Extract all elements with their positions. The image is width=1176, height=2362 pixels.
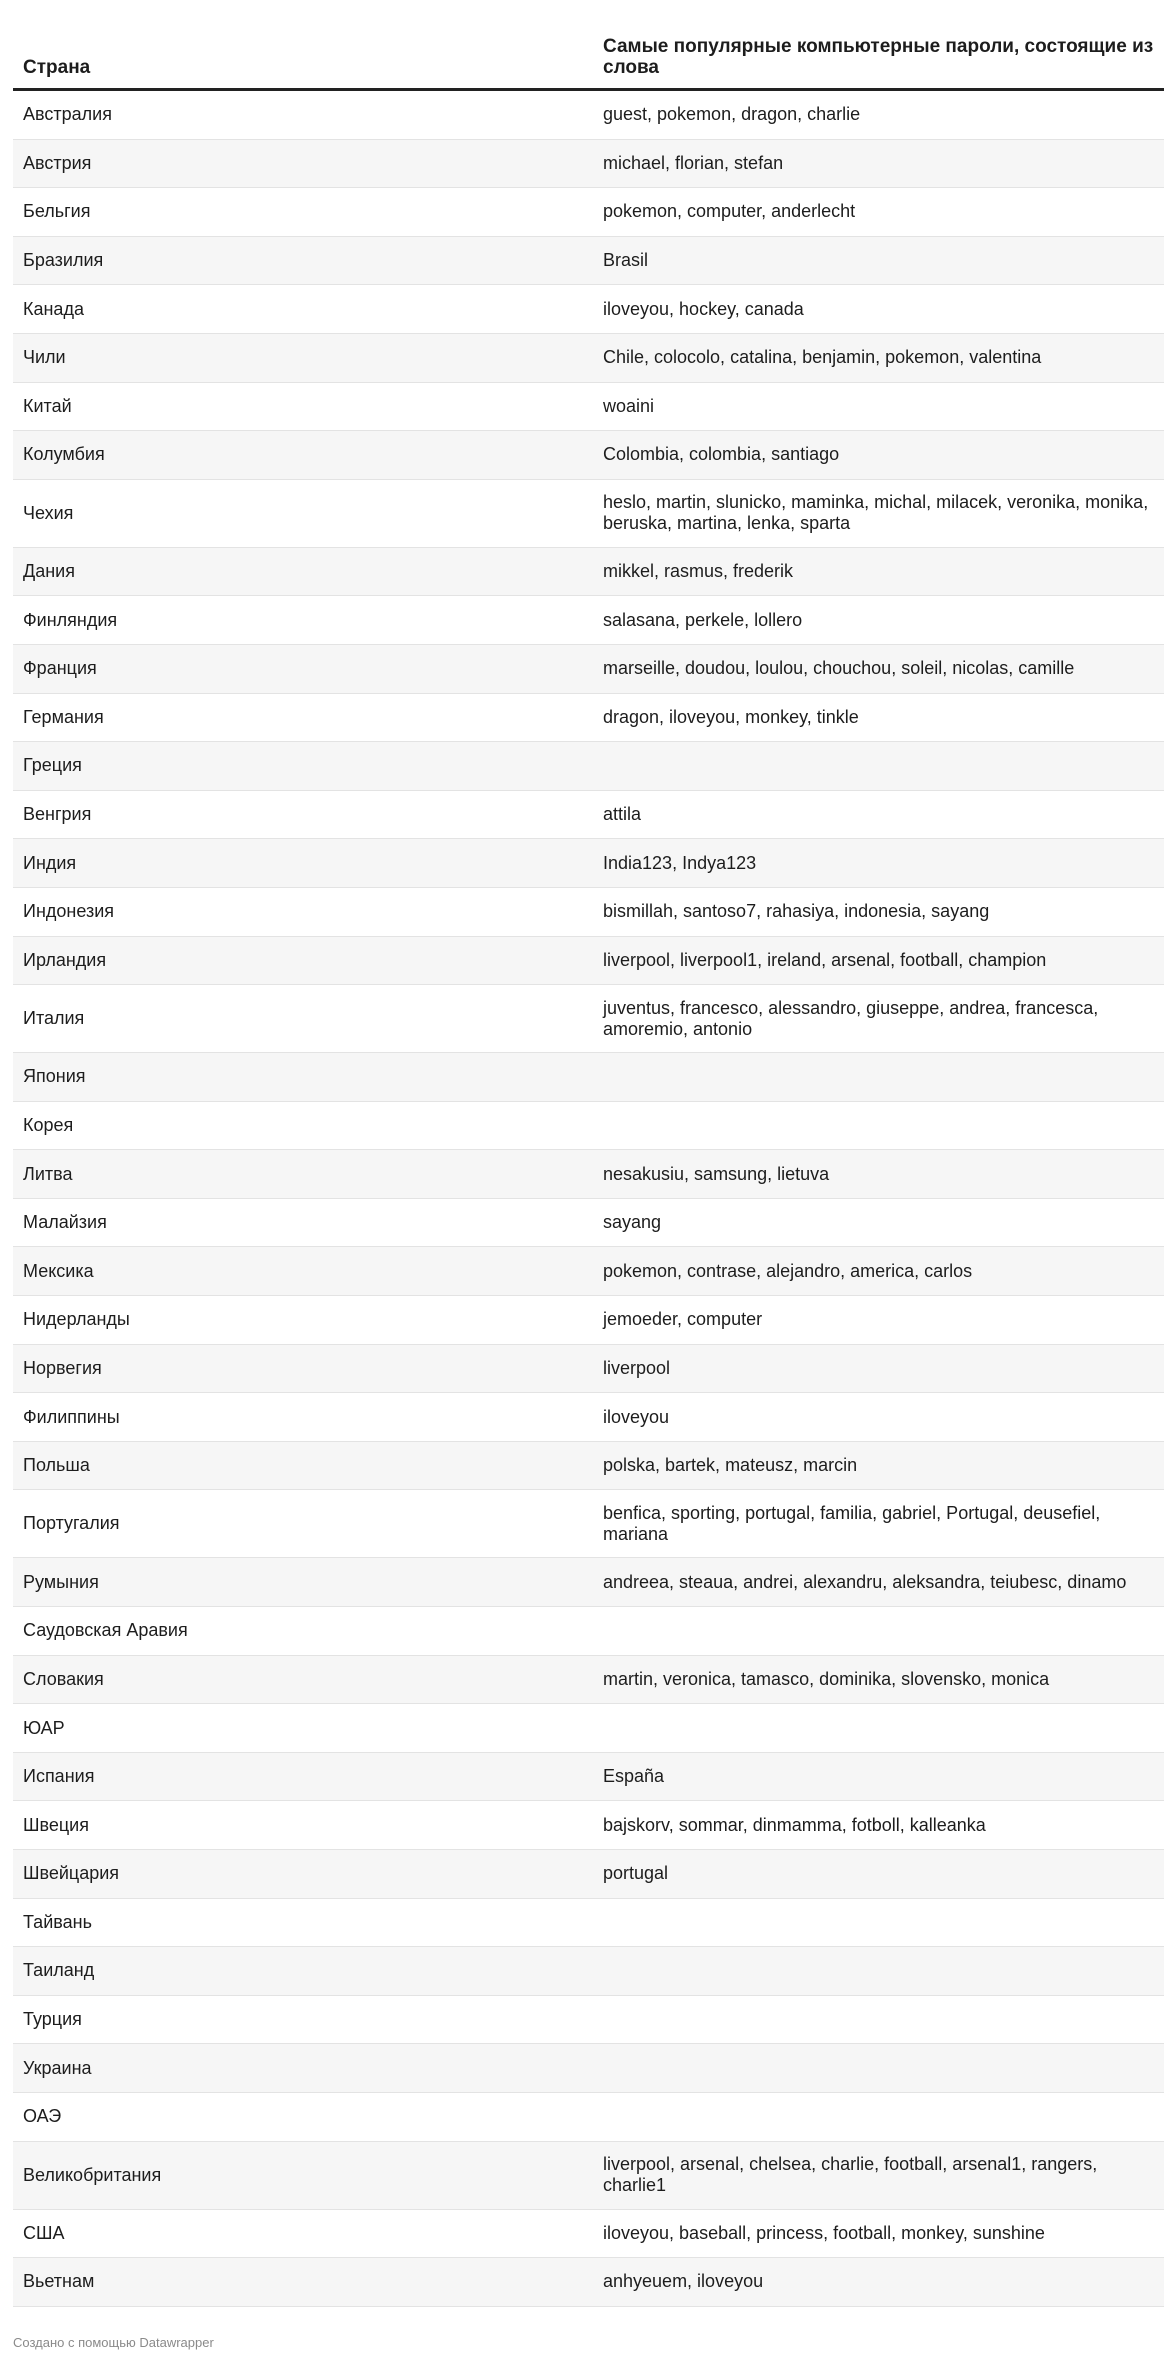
cell-country: Австрия xyxy=(23,152,92,173)
cell-passwords: India123, Indya123 xyxy=(603,852,757,873)
cell-country: Вьетнам xyxy=(23,2271,95,2292)
cell-passwords: Colombia, colombia, santiago xyxy=(603,444,840,465)
table-row xyxy=(13,694,1164,743)
table-row xyxy=(13,1801,1164,1850)
passwords-table xyxy=(13,0,1164,2307)
cell-passwords: España xyxy=(603,1766,665,1787)
table-row xyxy=(13,480,1164,548)
cell-passwords: liverpool, liverpool1, ireland, arsenal, football, champion xyxy=(603,949,1047,970)
cell-country: Индия xyxy=(23,852,77,873)
cell-passwords: martin, veronica, tamasco, dominika, slovensko, monica xyxy=(603,1668,1050,1689)
cell-passwords: salasana, perkele, lollero xyxy=(603,609,803,630)
table-row xyxy=(13,1607,1164,1656)
cell-country: Швейцария xyxy=(23,1863,120,1884)
table-row xyxy=(13,1947,1164,1996)
table-row xyxy=(13,1850,1164,1899)
cell-country: Бельгия xyxy=(23,201,91,222)
cell-passwords: marseille, doudou, loulou, chouchou, soleil, nicolas, camille xyxy=(603,658,1075,679)
cell-country: Турция xyxy=(23,2009,82,2030)
table-row xyxy=(13,1345,1164,1394)
cell-country: Колумбия xyxy=(23,444,105,465)
table-row xyxy=(13,2258,1164,2307)
cell-passwords: andreea, steaua, andrei, alexandru, aleksandra, teiubesc, dinamo xyxy=(603,1571,1127,1592)
cell-country: Норвегия xyxy=(23,1357,102,1378)
cell-country: ОАЭ xyxy=(23,2106,62,2127)
cell-country: Венгрия xyxy=(23,804,92,825)
table-row xyxy=(13,742,1164,791)
cell-passwords: portugal xyxy=(603,1863,669,1884)
table-row xyxy=(13,548,1164,597)
table-row xyxy=(13,791,1164,840)
table-row xyxy=(13,985,1164,1053)
table-row xyxy=(13,596,1164,645)
cell-country: Украина xyxy=(23,2057,92,2078)
table-row xyxy=(13,1753,1164,1802)
cell-passwords: attila xyxy=(603,804,642,825)
cell-passwords: liverpool xyxy=(603,1357,671,1378)
cell-country: Саудовская Аравия xyxy=(23,1620,188,1641)
cell-passwords: jemoeder, computer xyxy=(603,1309,763,1330)
footer-credit: Создано с помощью Datawrapper xyxy=(13,2335,214,2350)
cell-country: Франция xyxy=(23,658,97,679)
table-header xyxy=(13,0,1164,91)
cell-country: Швеция xyxy=(23,1814,89,1835)
cell-passwords: pokemon, computer, anderlecht xyxy=(603,201,856,222)
table-row xyxy=(13,1442,1164,1491)
cell-passwords: heslo, martin, slunicko, maminka, michal, milacek, veronika, monika, beruska, martina, lenka, sparta xyxy=(603,492,1149,534)
table-row xyxy=(13,285,1164,334)
table-row xyxy=(13,1490,1164,1558)
table-row xyxy=(13,937,1164,986)
table-row xyxy=(13,2142,1164,2210)
table-row xyxy=(13,1996,1164,2045)
cell-country: Филиппины xyxy=(23,1406,120,1427)
cell-country: Нидерланды xyxy=(23,1309,130,1330)
cell-passwords: juventus, francesco, alessandro, giuseppe, andrea, francesca, amoremio, antonio xyxy=(603,997,1099,1039)
cell-country: Германия xyxy=(23,706,104,727)
column-header-country[interactable]: Страна xyxy=(23,57,91,78)
cell-passwords: Chile, colocolo, catalina, benjamin, pokemon, valentina xyxy=(603,347,1042,368)
cell-passwords: iloveyou xyxy=(603,1406,670,1427)
cell-country: Ирландия xyxy=(23,949,107,970)
table-row xyxy=(13,1053,1164,1102)
table-row xyxy=(13,2093,1164,2142)
cell-country: ЮАР xyxy=(23,1717,65,1738)
cell-country: Чехия xyxy=(23,502,74,523)
cell-country: Мексика xyxy=(23,1260,94,1281)
cell-passwords: michael, florian, stefan xyxy=(603,152,784,173)
table-row xyxy=(13,839,1164,888)
table-row xyxy=(13,1393,1164,1442)
column-header-passwords[interactable]: Самые популярные компьютерные пароли, состоящие из слова xyxy=(603,36,1154,78)
cell-country: Польша xyxy=(23,1455,90,1476)
cell-passwords: sayang xyxy=(603,1212,662,1233)
table-body xyxy=(13,91,1164,2307)
cell-country: Финляндия xyxy=(23,609,118,630)
cell-passwords: iloveyou, baseball, princess, football, monkey, sunshine xyxy=(603,2222,1045,2243)
table-row xyxy=(13,1899,1164,1948)
cell-passwords: dragon, iloveyou, monkey, tinkle xyxy=(603,706,859,727)
cell-passwords: pokemon, contrase, alejandro, america, carlos xyxy=(603,1260,973,1281)
table-row xyxy=(13,188,1164,237)
table-row xyxy=(13,1150,1164,1199)
cell-country: Испания xyxy=(23,1766,95,1787)
cell-country: Япония xyxy=(23,1066,86,1087)
table-row xyxy=(13,1102,1164,1151)
cell-passwords: Brasil xyxy=(603,250,649,271)
cell-country: Дания xyxy=(23,561,75,582)
table-row xyxy=(13,1296,1164,1345)
table-row xyxy=(13,1247,1164,1296)
table-row xyxy=(13,2210,1164,2259)
cell-country: Великобритания xyxy=(23,2164,162,2185)
cell-country: Тайвань xyxy=(23,1911,92,1932)
cell-country: Литва xyxy=(23,1163,73,1184)
cell-country: Малайзия xyxy=(23,1212,107,1233)
cell-passwords: bajskorv, sommar, dinmamma, fotboll, kalleanka xyxy=(603,1814,986,1835)
table-row xyxy=(13,383,1164,432)
cell-passwords: liverpool, arsenal, chelsea, charlie, football, arsenal1, rangers, charlie1 xyxy=(603,2154,1098,2196)
cell-passwords: guest, pokemon, dragon, charlie xyxy=(603,104,861,125)
cell-passwords: benfica, sporting, portugal, familia, gabriel, Portugal, deusefiel, mariana xyxy=(603,1502,1101,1544)
table-row xyxy=(13,431,1164,480)
cell-passwords: anhyeuem, iloveyou xyxy=(603,2271,764,2292)
cell-country: Корея xyxy=(23,1114,74,1135)
cell-passwords: woaini xyxy=(603,395,655,416)
cell-country: Чили xyxy=(23,347,66,368)
table-row xyxy=(13,888,1164,937)
cell-country: Таиланд xyxy=(23,1960,95,1981)
cell-passwords: polska, bartek, mateusz, marcin xyxy=(603,1455,858,1476)
cell-country: США xyxy=(23,2222,65,2243)
cell-country: Греция xyxy=(23,755,82,776)
cell-passwords: iloveyou, hockey, canada xyxy=(603,298,804,319)
table-row xyxy=(13,91,1164,140)
table-row xyxy=(13,1199,1164,1248)
cell-country: Индонезия xyxy=(23,901,115,922)
cell-country: Словакия xyxy=(23,1668,104,1689)
table-row xyxy=(13,334,1164,383)
table-row xyxy=(13,237,1164,286)
table-row xyxy=(13,140,1164,189)
table-row xyxy=(13,1704,1164,1753)
table-row xyxy=(13,1656,1164,1705)
cell-country: Канада xyxy=(23,298,84,319)
cell-passwords: mikkel, rasmus, frederik xyxy=(603,561,794,582)
cell-country: Италия xyxy=(23,1008,85,1029)
cell-country: Румыния xyxy=(23,1571,99,1592)
table-row xyxy=(13,2044,1164,2093)
cell-passwords: bismillah, santoso7, rahasiya, indonesia, sayang xyxy=(603,901,990,922)
cell-country: Австралия xyxy=(23,104,112,125)
cell-passwords: nesakusiu, samsung, lietuva xyxy=(603,1163,830,1184)
cell-country: Португалия xyxy=(23,1513,120,1534)
table-row xyxy=(13,1558,1164,1607)
cell-country: Бразилия xyxy=(23,250,104,271)
cell-country: Китай xyxy=(23,395,72,416)
table-row xyxy=(13,645,1164,694)
